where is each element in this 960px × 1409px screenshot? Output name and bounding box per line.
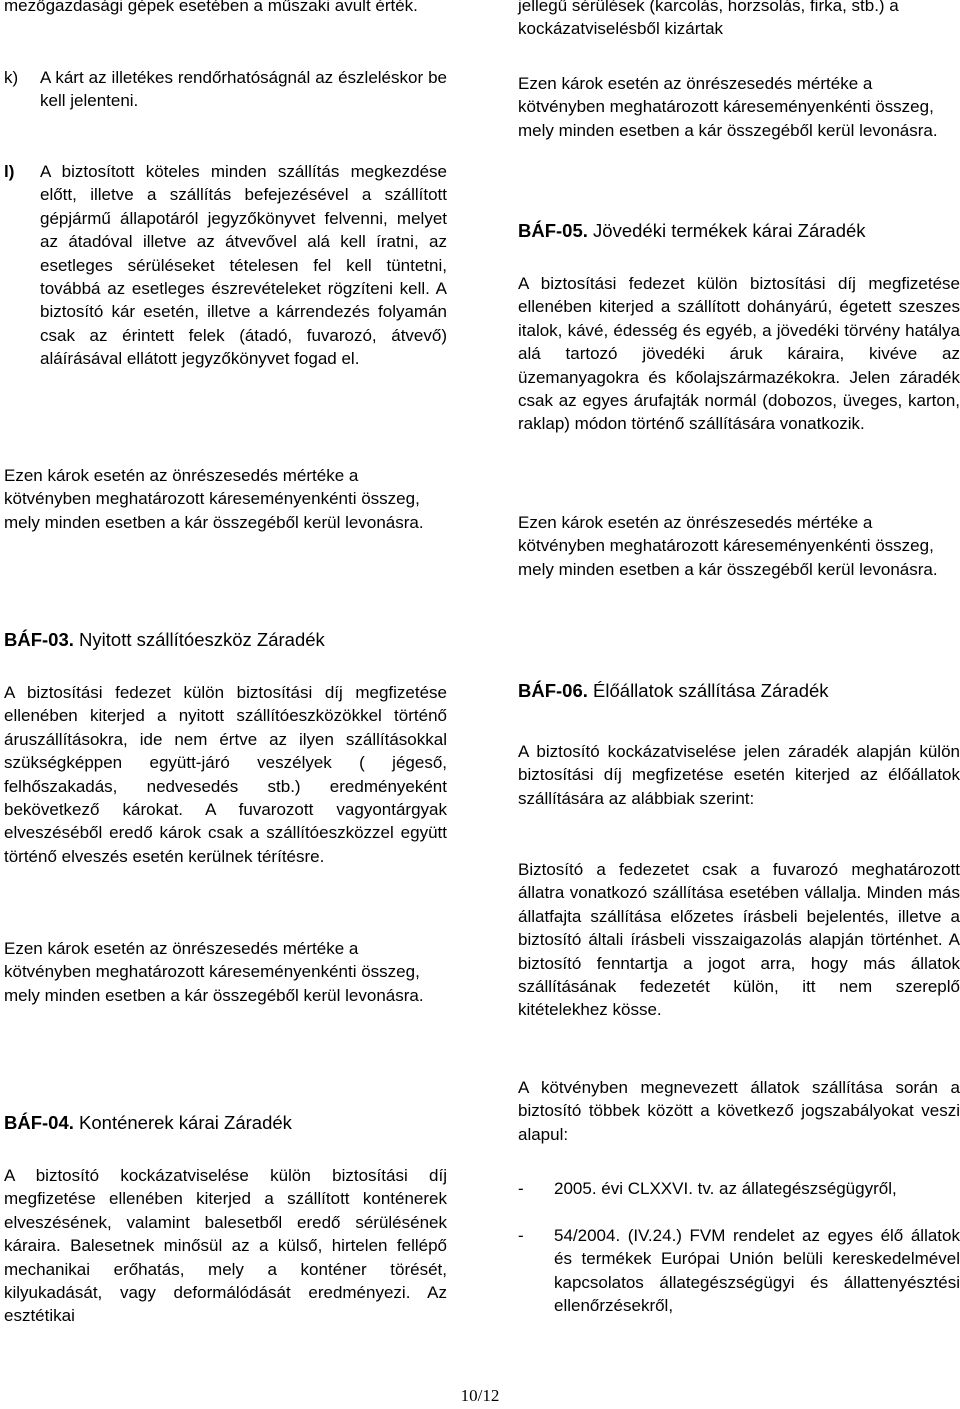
section-body-baf-05: A biztosítási fedezet külön biztosítási díj megfizetése ellenében kiterjed a szállított dohányárú, égetett szeszes italok, kávé, édesség és egyéb, a jövedéki törvény hatálya alá tartozó jövedéki áruk káraira, kivéve az üzemanyagokra és kőolajszármazékokra. Jelen záradék csak az egyes árufajták normál (dobozos, üveges, karton, raklap) módon történő szállítására vonatkozik.: [518, 274, 960, 434]
deductible-paragraph: Ezen károk esetén az önrészesedés mértéke a kötvényben meghatározott káreseményenkénti összeg, mely minden esetben a kár összegéből kerül levonásra.: [518, 513, 938, 579]
list-dash: -: [518, 1179, 524, 1198]
section-code: BÁF-06.: [518, 680, 588, 701]
section-title: Jövedéki termékek kárai Záradék: [593, 220, 866, 241]
section-heading-baf-03: [4, 628, 447, 652]
section-heading-baf-05: [518, 219, 960, 243]
page-number: 10/12: [460, 1386, 500, 1405]
item-text: A kárt az illetékes rendőrhatóságnál az észleléskor be kell jelenteni.: [40, 68, 447, 111]
section-paragraph: Biztosító a fedezetet csak a fuvarozó meghatározott állatra vonatkozó szállítása esetében vállalja. Minden más állatfajta szállítása előzetes írásbeli bejelentés, illetve a biztosító általi írásbeli visszaigazolás alapján történhet. A biztosító fenntartja a jogot arra, hogy más állatok szállításának fedezetét külön, itt nem szereplő kitételekhez kösse.: [518, 860, 960, 1020]
item-marker: l): [4, 162, 15, 181]
list-item-l: [4, 160, 447, 420]
list-item-k: [4, 66, 447, 114]
section-code: BÁF-05.: [518, 220, 588, 241]
section-heading-baf-06: [518, 679, 960, 703]
item-text: A biztosított köteles minden szállítás megkezdése előtt, illetve a szállítás befejezésével a szállított gépjármű állapotáról jegyzőkönyvet felvenni, melyet az átadóval illetve az átvevővel alá kell íratni, az esetleges sérüléseket tételesen fel kell tüntetni, továbbá az esetleges észrevételeket rögzíteni kell. A biztosító kár esetén, illetve a kárrendezés folyamán csak az érintett felek (átadó, fuvarozó, átvevő) aláírásával ellátott jegyzőkönyvet fogad el.: [40, 162, 447, 369]
section-code: BÁF-04.: [4, 1112, 74, 1133]
section-code: BÁF-03.: [4, 629, 74, 650]
section-body-baf-03: A biztosítási fedezet külön biztosítási díj megfizetése ellenében kiterjed a nyitott szállítóeszközökkel történő áruszállításokra, ide nem értve az ilyen szállításokkal szükségképpen együtt-járó veszélyek ( jégeső, felhőszakadás, nedvesedés stb.) eredményeként bekövetkező károkat. A fuvarozott vagyontárgyak elveszéséből eredő károk csak a szállítóeszközzel együtt történő elveszés esetén kerülnek térítésre.: [4, 683, 447, 866]
deductible-paragraph: Ezen károk esetén az önrészesedés mértéke a kötvényben meghatározott káreseményenkénti összeg, mely minden esetben a kár összegéből kerül levonásra.: [518, 74, 938, 140]
list-dash: -: [518, 1226, 524, 1245]
deductible-paragraph: Ezen károk esetén az önrészesedés mértéke a kötvényben meghatározott káreseményenkénti összeg, mely minden esetben a kár összegéből kerül levonásra.: [4, 939, 424, 1005]
section-title: Konténerek kárai Záradék: [79, 1112, 292, 1133]
section-title: Nyitott szállítóeszköz Záradék: [79, 629, 325, 650]
section-paragraph: A biztosító kockázatviselése jelen záradék alapján külön biztosítási díj megfizetése esetén kiterjed az élőállatok szállítására az alábbiak szerint:: [518, 742, 960, 808]
section-body-baf-04: A biztosító kockázatviselése külön biztosítási díj megfizetése ellenében kiterjed a szállított konténerek elveszésének, valamint balesetből eredő sérülésének káraira. Balesetnek minősül az a külső, hirtelen fellépő mechanikai erőhatás, mely a konténer törését, kilyukadását, vagy deformálódását eredményezi. Az esztétikai: [4, 1166, 447, 1326]
list-item: [518, 1177, 960, 1225]
list-item-text: 2005. évi CLXXVI. tv. az állategészségügyről,: [554, 1179, 897, 1198]
section-heading-baf-04: [4, 1111, 447, 1135]
section-paragraph: A kötvényben megnevezett állatok szállítása során a biztosító többek között a következő jogszabályokat veszi alapul:: [518, 1078, 960, 1144]
section-title: Élőállatok szállítása Záradék: [593, 680, 829, 701]
continuation-paragraph: mezőgazdasági gépek esetében a műszaki avult érték.: [4, 0, 418, 15]
list-item-text: 54/2004. (IV.24.) FVM rendelet az egyes élő állatok és termékek Európai Unión belüli kereskedelmével kapcsolatos állategészségügyi és állattenyésztési ellenőrzésekről,: [554, 1226, 960, 1316]
continuation-paragraph: jellegű sérülések (karcolás, horzsolás, firka, stb.) a kockázatviselésből kizártak: [518, 0, 899, 39]
item-marker: k): [4, 68, 19, 87]
deductible-paragraph: Ezen károk esetén az önrészesedés mértéke a kötvényben meghatározott káreseményenkénti összeg, mely minden esetben a kár összegéből kerül levonásra.: [4, 466, 424, 532]
list-item: [518, 1224, 960, 1344]
